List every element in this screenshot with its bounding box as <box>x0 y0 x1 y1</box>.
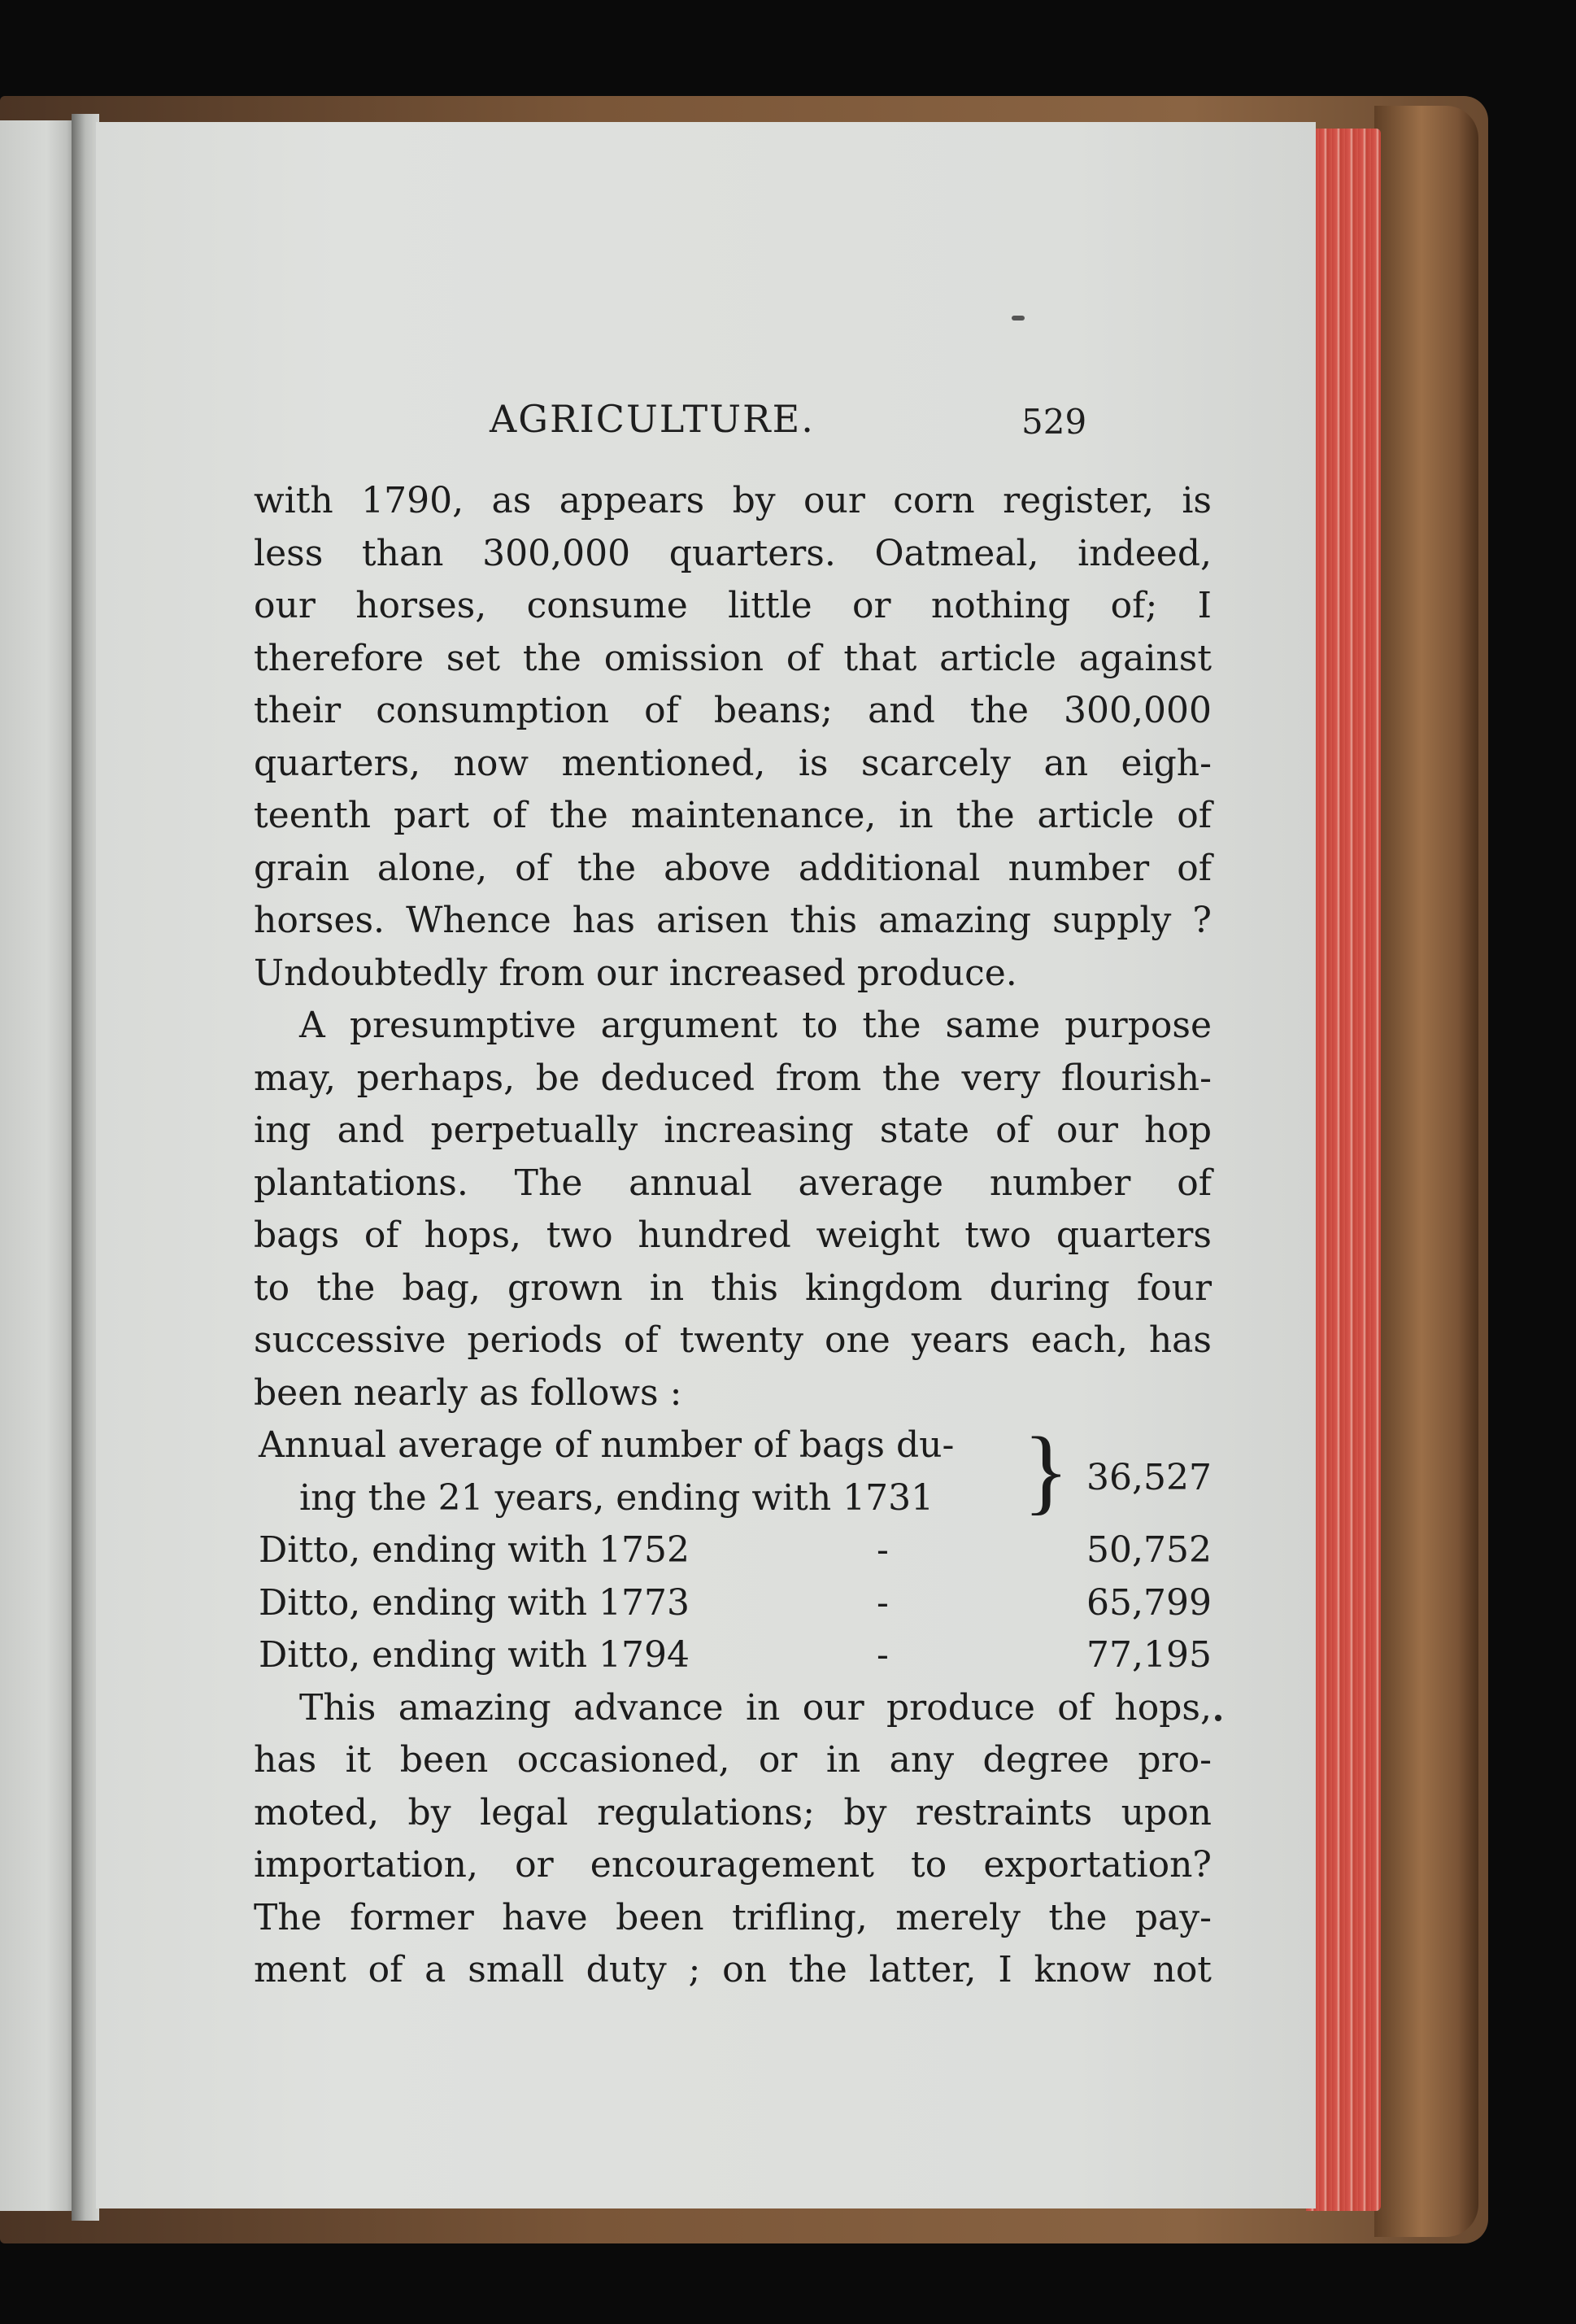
table-row-dash: - <box>877 1529 889 1571</box>
table-row <box>254 1524 1212 1577</box>
table-row-label: Ditto, ending with 1794 <box>259 1634 690 1676</box>
body-text <box>254 475 1212 1997</box>
table-row-value: 77,195 <box>1086 1634 1212 1676</box>
table-row <box>254 1577 1212 1630</box>
table-row-label: Annual average of number of bags du- <box>259 1424 955 1466</box>
text-line: grain alone, of the above additional number of <box>254 847 1212 889</box>
table-row-value: 36,527 <box>1086 1457 1212 1498</box>
table-row-dash: - <box>877 1634 889 1676</box>
text-line: less than 300,000 quarters. Oatmeal, indeed, <box>254 532 1212 574</box>
text-line: quarters, now mentioned, is scarcely an eigh- <box>254 742 1212 784</box>
table-row-label: Ditto, ending with 1773 <box>259 1581 690 1624</box>
text-line: been nearly as follows : <box>254 1371 682 1414</box>
text-line: successive periods of twenty one years each, has <box>254 1319 1212 1361</box>
table-row-label: Ditto, ending with 1752 <box>259 1529 690 1571</box>
page-header <box>96 397 1316 446</box>
text-line: bags of hops, two hundred weight two quarters <box>254 1214 1212 1256</box>
cover-fore-edge <box>1374 106 1478 2237</box>
table-row <box>254 1629 1212 1682</box>
text-line: The former have been trifling, merely the pay- <box>254 1896 1212 1938</box>
ink-speck <box>1012 316 1025 320</box>
text-line: to the bag, grown in this kingdom during four <box>254 1267 1212 1309</box>
text-line: ment of a small duty ; on the latter, I know not <box>254 1949 1212 1990</box>
text-line: horses. Whence has arisen this amazing supply ? <box>254 900 1212 941</box>
text-line: has it been occasioned, or in any degree pro- <box>254 1739 1212 1781</box>
text-line: teenth part of the maintenance, in the article of <box>254 795 1212 836</box>
text-line: plantations. The annual average number of <box>254 1162 1212 1204</box>
hop-production-table <box>254 1419 1212 1682</box>
ink-dot <box>1215 1715 1221 1721</box>
table-row-label: ing the 21 years, ending with 1731 <box>299 1476 934 1519</box>
text-line: ing and perpetually increasing state of our hop <box>254 1110 1212 1151</box>
brace-icon: } <box>1023 1417 1069 1524</box>
text-line: moted, by legal regulations; by restraints upon <box>254 1791 1212 1833</box>
text-line: A presumptive argument to the same purpose <box>299 1005 1212 1046</box>
page-number: 529 <box>1021 402 1087 442</box>
table-row-value: 50,752 <box>1086 1529 1212 1571</box>
facing-page <box>0 120 78 2211</box>
text-line: Undoubtedly from our increased produce. <box>254 952 1017 994</box>
book-gutter <box>72 114 99 2221</box>
table-row <box>254 1472 1212 1525</box>
text-line: This amazing advance in our produce of hops, <box>299 1686 1212 1729</box>
text-line: with 1790, as appears by our corn register, is <box>254 480 1212 521</box>
text-line: our horses, consume little or nothing of; I <box>254 585 1212 626</box>
text-line: importation, or encouragement to exportation? <box>254 1844 1212 1886</box>
text-line: may, perhaps, be deduced from the very flourish- <box>254 1057 1212 1099</box>
red-page-edge <box>1306 129 1381 2211</box>
text-line: therefore set the omission of that article against <box>254 637 1212 679</box>
table-row-dash: - <box>877 1581 889 1624</box>
text-line: their consumption of beans; and the 300,000 <box>254 690 1212 731</box>
running-title: AGRICULTURE. <box>490 397 815 441</box>
table-row-value: 65,799 <box>1086 1581 1212 1624</box>
book-page <box>96 122 1316 2208</box>
